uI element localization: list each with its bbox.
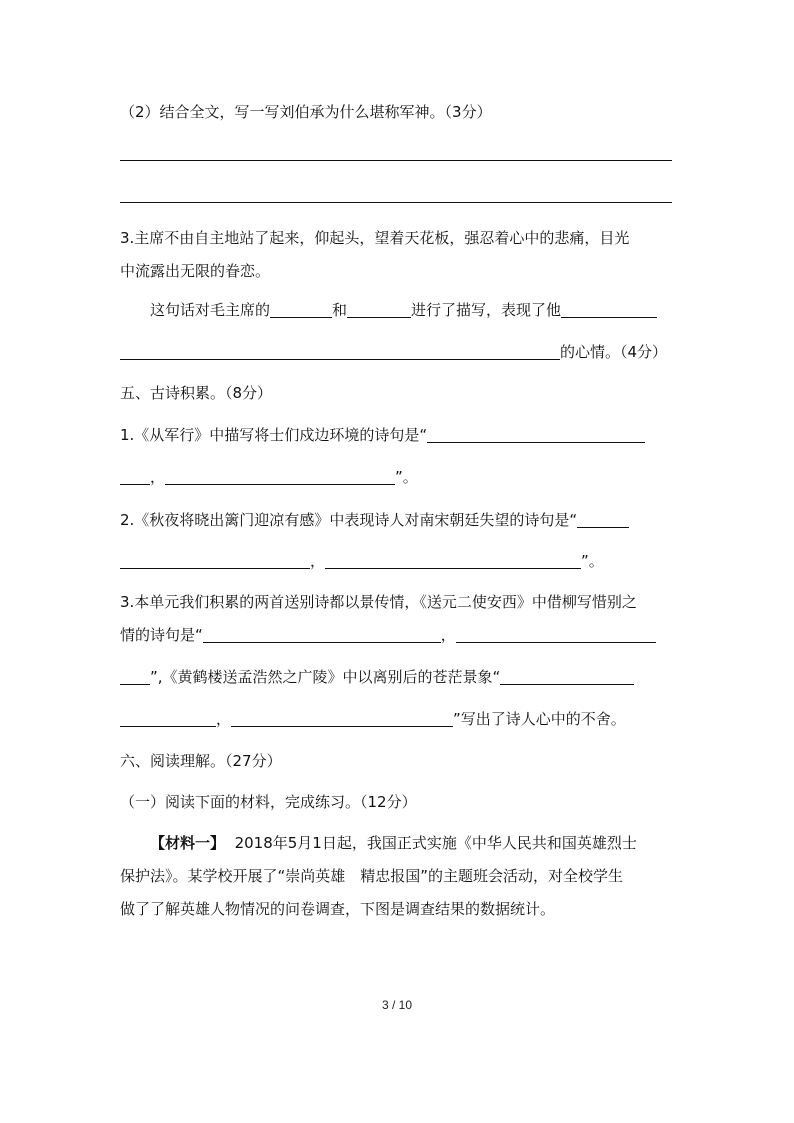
section-6-title-text: 六、阅读理解。（27分） [120, 752, 282, 770]
fill-text-b: 和 [332, 301, 348, 319]
s5-q3-text-2: 情的诗句是“ [120, 626, 203, 644]
s5-q2-blank-1-cont[interactable] [120, 552, 310, 569]
question-4-3-line1 [120, 228, 629, 248]
s5-q2-comma: ， [310, 552, 326, 570]
section-6-title [120, 751, 282, 771]
s5-q1-blank-2[interactable] [165, 468, 395, 485]
section-5-title [120, 383, 272, 403]
s5-q3-blank-2[interactable] [456, 626, 656, 643]
s5-q3-row-2 [120, 625, 656, 645]
blank-1[interactable] [270, 301, 332, 318]
s5-q1-comma: ， [150, 468, 166, 486]
fill-text-c: 进行了描写，表现了他 [411, 301, 562, 319]
s5-q2-end: ”。 [581, 552, 604, 570]
question-4-3-text-1: 3.主席不由自主地站了起来，仰起头，望着天花板，强忍着心中的悲痛，目光 [120, 229, 630, 247]
material-1-text-3: 做了了解英雄人物情况的问卷调查，下图是调查结果的数据统计。 [120, 900, 556, 918]
question-4-3-fill-row-2 [120, 342, 667, 362]
s5-q3-blank-2-cont[interactable] [120, 668, 150, 685]
fill-text-d: 的心情。（4分） [560, 343, 668, 361]
question-4-2 [120, 102, 492, 122]
section-6-sub-1-text: （一）阅读下面的材料，完成练习。（12分） [120, 793, 417, 811]
s5-q1-blank-1-cont[interactable] [120, 468, 150, 485]
section-5-title-text: 五、古诗积累。（8分） [120, 384, 273, 402]
s5-q3-comma: ， [440, 626, 456, 644]
answer-line-1[interactable] [120, 160, 672, 161]
s5-q3-text-3: ”,《黄鹤楼送孟浩然之广陵》中以离别后的苍茫景象“ [150, 668, 501, 686]
material-1-line-3 [120, 899, 555, 919]
fill-text-a: 这句话对毛主席的 [150, 301, 271, 319]
material-1-label: 【材料一】 [150, 834, 226, 852]
s5-q3-row-1 [120, 592, 637, 612]
material-1-line-2 [120, 866, 623, 886]
s5-q2-blank-2[interactable] [325, 552, 581, 569]
blank-3[interactable] [561, 301, 657, 318]
section-6-sub-1 [120, 792, 417, 812]
s5-q3-blank-3-cont[interactable] [120, 710, 216, 727]
question-4-3-line2 [120, 261, 270, 281]
s5-q3-row-3 [120, 667, 634, 687]
question-4-2-text: （2）结合全文，写一写刘伯承为什么堪称军神。（3分） [120, 103, 492, 121]
s5-q2-row-2 [120, 551, 604, 571]
question-4-3-fill-row [150, 300, 657, 320]
s5-q1-blank-1[interactable] [427, 426, 645, 443]
s5-q1-row [120, 425, 645, 445]
material-1-text-2: 保护法》。某学校开展了“崇尚英雄 精忠报国”的主题班会活动，对全校学生 [120, 867, 624, 885]
blank-2[interactable] [347, 301, 411, 318]
s5-q3-blank-1[interactable] [203, 626, 441, 643]
s5-q1-text: 1.《从军行》中描写将士们戍边环境的诗句是“ [120, 426, 428, 444]
s5-q3-comma-2: ， [216, 710, 232, 728]
s5-q1-row-2 [120, 467, 418, 487]
s5-q2-blank-1[interactable] [577, 511, 629, 528]
s5-q3-blank-3[interactable] [500, 668, 634, 685]
s5-q3-blank-4[interactable] [231, 710, 453, 727]
s5-q3-row-4 [120, 709, 626, 729]
s5-q3-end: ”写出了诗人心中的不舍。 [453, 710, 626, 728]
page-number: 3 / 10 [381, 998, 413, 1012]
s5-q2-text: 2.《秋夜将晓出篱门迎凉有感》中表现诗人对南宋朝廷失望的诗句是“ [120, 511, 578, 529]
blank-4[interactable] [120, 343, 560, 360]
material-1-text-1: 2018年5月1日起，我国正式实施《中华人民共和国英雄烈士 [234, 834, 637, 852]
s5-q1-end: ”。 [395, 468, 418, 486]
answer-line-2[interactable] [120, 202, 672, 203]
question-4-3-text-2: 中流露出无限的眷恋。 [120, 262, 271, 280]
s5-q2-row [120, 510, 629, 530]
material-1-line-1 [150, 833, 637, 853]
s5-q3-text-1: 3.本单元我们积累的两首送别诗都以景传情，《送元二使安西》中借柳写惜别之 [120, 593, 637, 611]
